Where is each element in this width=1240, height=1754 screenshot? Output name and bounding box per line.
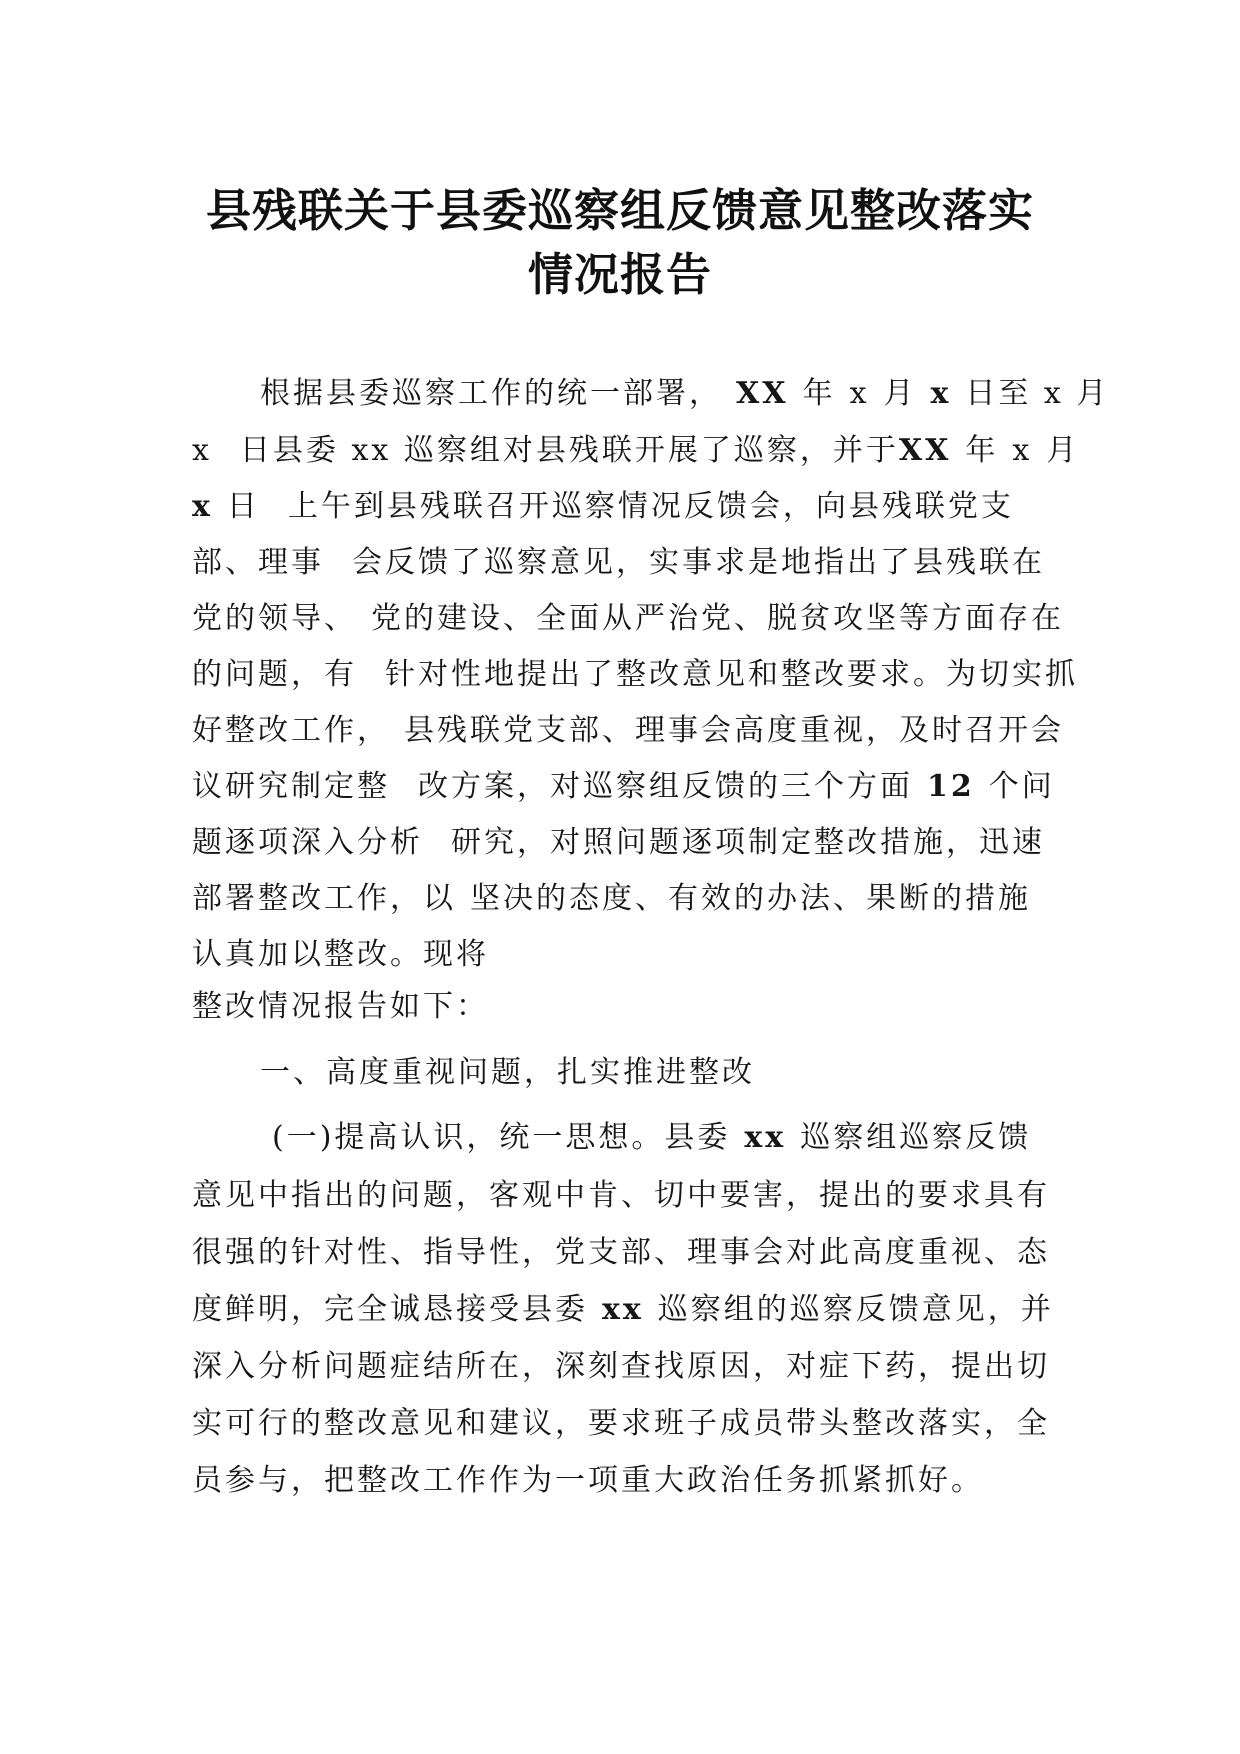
text-span: xx xyxy=(602,1292,644,1327)
document-title-line-2: 情况报告 xyxy=(527,248,712,301)
text-span: 上午到县残联召开巡察情况反馈会，向县残联党支 xyxy=(287,489,1014,524)
text-span: 会反馈了巡察意见，实事求是地指出了县残联在 xyxy=(352,545,1045,580)
document-title-line-1: 县残联关于县委巡察组反馈意见整改落实 xyxy=(205,184,1034,237)
paragraph-2-line-6: 实可行的整改意见和建议，要求班子成员带头整改落实，全 xyxy=(192,1406,1050,1441)
paragraph-1-line-9 xyxy=(192,823,1072,863)
text-span: x xyxy=(930,376,952,411)
text-span: 日县委 xx 巡察组对县残联开展了巡察，并于 xyxy=(239,433,899,468)
text-span: 议研究制定整 xyxy=(192,769,390,804)
text-span: 巡察组的巡察反馈意见，并 xyxy=(657,1292,1054,1327)
text-span: x xyxy=(192,433,212,468)
text-span: xx xyxy=(744,1120,787,1155)
paragraph-1-line-2 xyxy=(192,431,1080,471)
text-span: 日至 x 月 xyxy=(965,376,1110,411)
text-span: 个问 xyxy=(988,769,1055,804)
paragraph-2-line-5: 深入分析问题症结所在，深刻查找原因，对症下药，提出切 xyxy=(192,1349,1050,1384)
paragraph-2-line-1 xyxy=(272,1118,1152,1158)
paragraph-1-line-3 xyxy=(192,487,1072,527)
paragraph-1-line-1 xyxy=(260,374,1140,414)
section-heading-1: 一、高度重视问题，扎实推进整改 xyxy=(260,1055,755,1090)
text-span: 的问题，有 xyxy=(192,657,357,692)
paragraph-1-line-11: 认真加以整改。现将 xyxy=(192,937,489,972)
text-span: 部、理事 xyxy=(192,545,324,580)
paragraph-2-line-4 xyxy=(192,1290,1072,1330)
text-span: XX xyxy=(736,376,789,411)
paragraph-2-line-3: 很强的针对性、指导性，党支部、理事会对此高度重视、态 xyxy=(192,1235,1050,1270)
text-span: 题逐项深入分析 xyxy=(192,825,423,860)
text-span: 年 xyxy=(965,433,999,468)
paragraph-2-line-2: 意见中指出的问题，客观中肯、切中要害，提出的要求具有 xyxy=(192,1178,1050,1213)
paragraph-1-line-12: 整改情况报告如下： xyxy=(192,989,489,1024)
paragraph-2-line-7: 员参与，把整改工作作为一项重大政治任务抓紧抓好。 xyxy=(192,1463,984,1498)
text-span: 改方案，对巡察组反馈的三个方面 xyxy=(418,769,913,804)
paragraph-1-line-8 xyxy=(192,767,1072,807)
text-span: 月 xyxy=(883,376,917,411)
paragraph-1-line-7 xyxy=(192,711,1072,751)
paragraph-1-line-6 xyxy=(192,655,1078,695)
text-span: 研究，对照问题逐项制定整改措施，迅速 xyxy=(451,825,1045,860)
text-span: 坚决的态度、有效的办法、果断的措施 xyxy=(470,881,1031,916)
text-span: 县残联党支部、理事会高度重视，及时召开会 xyxy=(404,713,1064,748)
text-span: XX xyxy=(898,433,952,468)
text-span: 度鲜明，完全诚恳接受县委 xyxy=(192,1292,588,1327)
text-span: 党的领导、 xyxy=(192,601,357,636)
text-span: 日 xyxy=(226,489,260,524)
text-span: x xyxy=(849,376,870,411)
text-span: 好整改工作， xyxy=(192,713,390,748)
text-span: 根据县委巡察工作的统一部署， xyxy=(260,376,722,411)
text-span: 12 xyxy=(927,769,975,804)
text-span: 年 xyxy=(802,376,836,411)
text-span: 巡察组巡察反馈 xyxy=(800,1120,1032,1155)
text-span: 党的建设、全面从严治党、脱贫攻坚等方面存在 xyxy=(371,601,1064,636)
paragraph-1-line-5 xyxy=(192,599,1072,639)
paragraph-1-line-4 xyxy=(192,543,1072,583)
text-span: x xyxy=(192,489,213,524)
text-span: 月 xyxy=(1046,433,1080,468)
text-span: 针对性地提出了整改意见和整改要求。为切实抓 xyxy=(385,657,1078,692)
text-span: (一)提高认识，统一思想。县委 xyxy=(272,1120,731,1155)
text-span: 部署整改工作，以 xyxy=(192,881,456,916)
text-span: x xyxy=(1012,433,1033,468)
paragraph-1-line-10 xyxy=(192,879,1072,919)
